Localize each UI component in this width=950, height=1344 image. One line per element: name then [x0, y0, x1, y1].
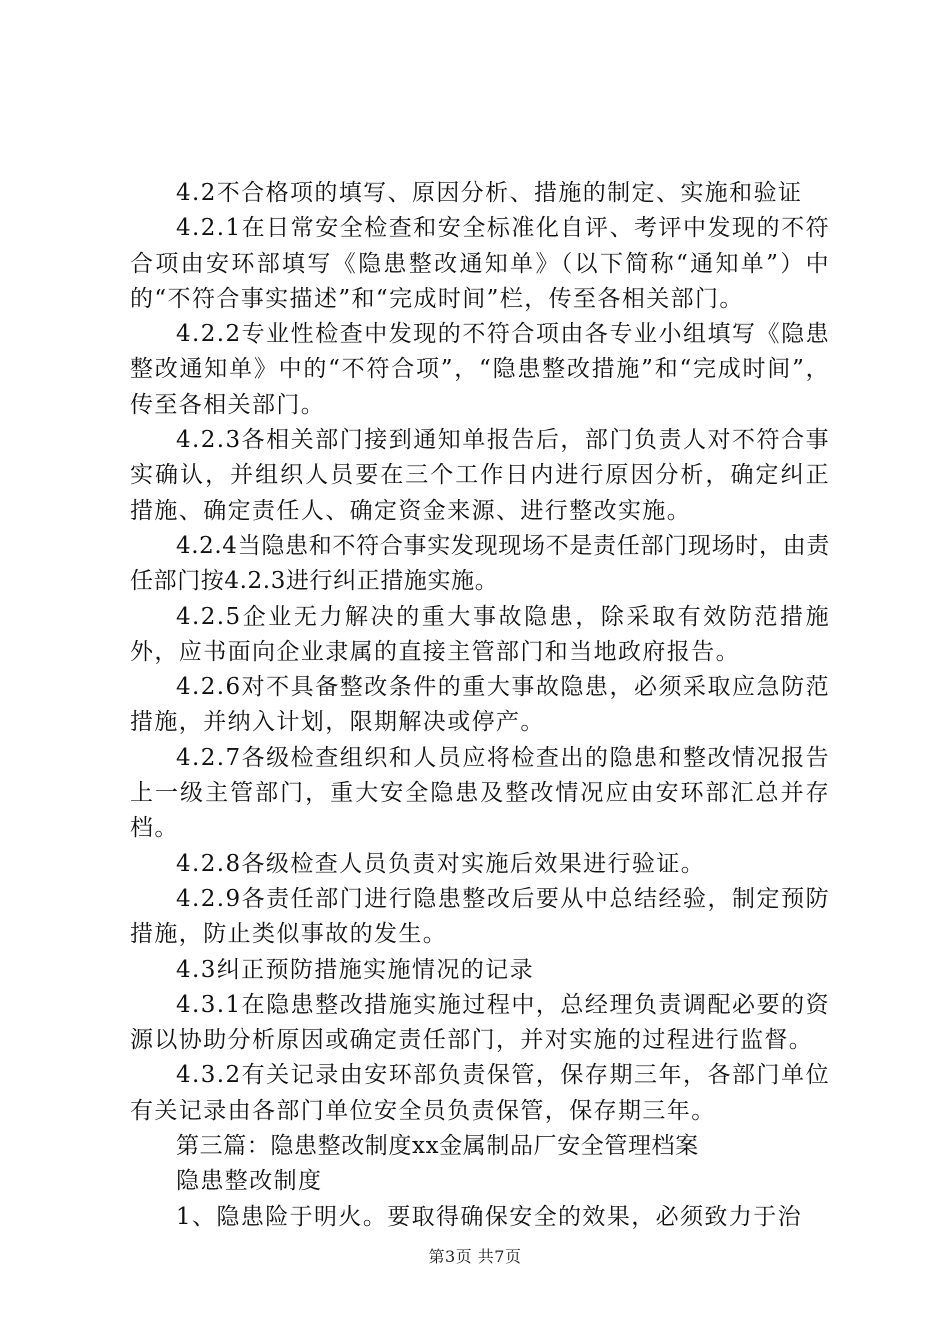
section-three-subtitle: 隐患整改制度 [176, 1168, 323, 1195]
paragraph-4-2-7: 4.2.7各级检查组织和人员应将检查出的隐患和整改情况报告上一级主管部门，重大安全隐患及整改情况应由安环部汇总并存档。 [130, 744, 830, 842]
paragraph-4-2-4: 4.2.4当隐患和不符合事实发现现场不是责任部门现场时，由责任部门按4.2.3进行纠正措施实施。 [130, 532, 830, 595]
document-body [130, 176, 830, 1235]
paragraph-4-3-2: 4.3.2有关记录由安环部负责保管，保存期三年，各部门单位有关记录由各部门单位安全员负责保管，保存期三年。 [130, 1062, 830, 1124]
paragraph-4-3-heading: 4.3纠正预防措施实施情况的记录 [176, 956, 534, 983]
paragraph-4-3-1: 4.3.1在隐患整改措施实施过程中，总经理负责调配必要的资源以协助分析原因或确定责任部门，并对实施的过程进行监督。 [130, 991, 830, 1054]
paragraph-4-2-5: 4.2.5企业无力解决的重大事故隐患，除采取有效防范措施外，应书面向企业隶属的直接主管部门和当地政府报告。 [130, 603, 830, 665]
paragraph-4-2-8: 4.2.8各级检查人员负责对实施后效果进行验证。 [176, 850, 706, 877]
paragraph-4-2-9: 4.2.9各责任部门进行隐患整改后要从中总结经验，制定预防措施，防止类似事故的发生。 [130, 885, 830, 948]
paragraph-4-2-1: 4.2.1在日常安全检查和安全标准化自评、考评中发现的不符合项由安环部填写《隐患整改通知单》（以下简称“通知单”）中的“不符合事实描述”和“完成时间”栏，传至各相关部门。 [130, 215, 830, 312]
paragraph-4-2-2: 4.2.2专业性检查中发现的不符合项由各专业小组填写《隐患整改通知单》中的“不符合项”，“隐患整改措施”和“完成时间”，传至各相关部门。 [130, 321, 830, 418]
page-number-footer: 第3页 共7页 [428, 1247, 522, 1266]
paragraph-4-2-6: 4.2.6对不具备整改条件的重大事故隐患，必须采取应急防范措施，并纳入计划，限期解决或停产。 [130, 674, 830, 736]
paragraph-4-2-3: 4.2.3各相关部门接到通知单报告后，部门负责人对不符合事实确认，并组织人员要在三个工作日内进行原因分析，确定纠正措施、确定责任人、确定资金来源、进行整改实施。 [130, 427, 830, 524]
section-three-title: 第三篇：隐患整改制度xx金属制品厂安全管理档案 [176, 1133, 699, 1160]
paragraph-4-2-heading: 4.2不合格项的填写、原因分析、措施的制定、实施和验证 [176, 180, 803, 206]
paragraph-item-1: 1、隐患险于明火。要取得确保安全的效果，必须致力于治 [176, 1203, 803, 1230]
